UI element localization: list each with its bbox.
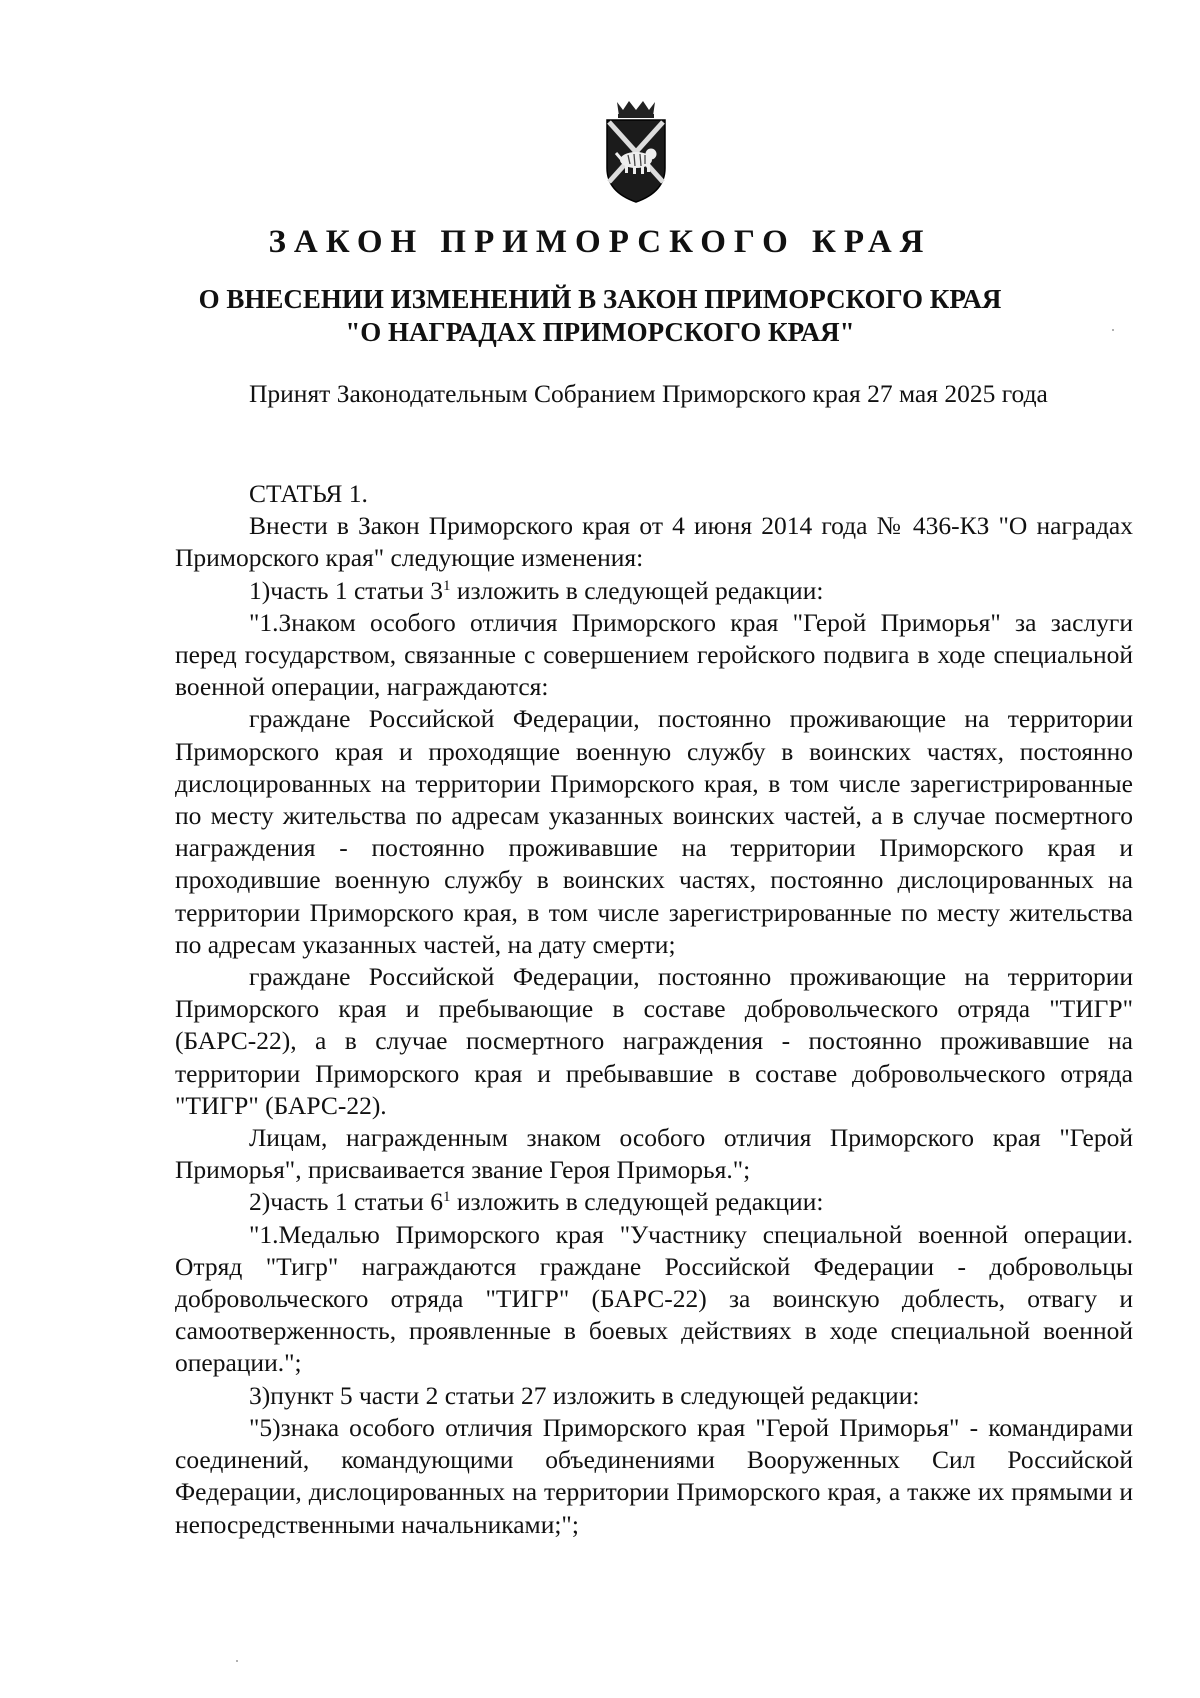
- item-1-paragraph-2: граждане Российской Федерации, постоянно проживающие на территории Приморского края и проходящие военную службу в воинских частях, постоянно дислоцированных на территории Приморского края, в том числе зарегистрированные по месту жительства по адресам указанных воинских частей, а в случае посмертного награждения - постоянно проживавшие на территории Приморского края и проходившие военную службу в воинских частях, постоянно дислоцированных на территории Приморского края, в том числе зарегистрированные по месту жительства по адресам указанных частей, на дату смерти;: [175, 704, 1133, 959]
- item-3-quote: "5)знака особого отличия Приморского края "Герой Приморья" - командирами соединений, командующими объединениями Вооруженных Сил Российской Федерации, дислоцированных на территории Приморского края, а также их прямыми и непосредственными начальниками;";: [175, 1412, 1133, 1539]
- item-1-paragraph-3: граждане Российской Федерации, постоянно проживающие на территории Приморского края и пребывающие в составе добровольческого отряда "ТИГР" (БАРС-22), а в случае посмертного награждения - постоянно проживавшие на территории Приморского края и пребывавшие в составе добровольческого отряда "ТИГР" (БАРС-22).: [175, 962, 1133, 1120]
- item-1-text-end: изложить в следующей редакции:: [450, 575, 824, 605]
- law-title: ЗАКОН ПРИМОРСКОГО КРАЯ: [268, 224, 932, 260]
- subtitle-line-2: "О НАГРАДАХ ПРИМОРСКОГО КРАЯ": [345, 317, 855, 347]
- article-intro: Внести в Закон Приморского края от 4 июня 2014 года № 436-КЗ "О наградах Приморского края" следующие изменения:: [175, 511, 1133, 573]
- item-2-superscript: 1: [442, 1189, 451, 1206]
- item-1-paragraph-4: Лицам, награжденным знаком особого отличия Приморского края "Герой Приморья", присваивается звание Героя Приморья.";: [175, 1123, 1133, 1185]
- adoption-note-block: [175, 378, 1133, 410]
- law-subtitle: [0, 283, 1200, 349]
- item-2-quote: "1.Медалью Приморского края "Участнику специальной военной операции. Отряд "Тигр" награждаются граждане Российской Федерации - добровольцы добровольческого отряда "ТИГР" (БАРС-22) за воинскую доблесть, отвагу и самоотверженность, проявленные в боевых действиях в ходе специальной военной операции.";: [175, 1219, 1133, 1378]
- amendment-item-3: 3)пункт 5 части 2 статьи 27 изложить в следующей редакции:: [249, 1380, 920, 1410]
- item-1-superscript: 1: [442, 577, 451, 594]
- adoption-note: Принят Законодательным Собранием Приморского края 27 мая 2025 года: [249, 379, 1048, 408]
- primorsky-krai-coat-of-arms-icon: [603, 98, 669, 204]
- scan-speck: [236, 1660, 238, 1662]
- subtitle-line-1: О ВНЕСЕНИИ ИЗМЕНЕНИЙ В ЗАКОН ПРИМОРСКОГО КРАЯ: [198, 284, 1002, 314]
- amendment-item-2: [175, 1186, 1133, 1218]
- article-heading: СТАТЬЯ 1.: [249, 479, 368, 508]
- article-body: [175, 478, 1133, 1541]
- item-2-text: 2)часть 1 статьи 6: [249, 1187, 443, 1217]
- item-1-text: 1)часть 1 статьи 3: [249, 575, 443, 605]
- item-2-text-end: изложить в следующей редакции:: [450, 1187, 824, 1217]
- amendment-item-1: [175, 575, 1133, 607]
- item-1-quote: "1.Знаком особого отличия Приморского края "Герой Приморья" за заслуги перед государством, связанные с совершением геройского подвига в ходе специальной военной операции, награждаются:: [175, 607, 1133, 702]
- scan-speck: [1112, 329, 1114, 331]
